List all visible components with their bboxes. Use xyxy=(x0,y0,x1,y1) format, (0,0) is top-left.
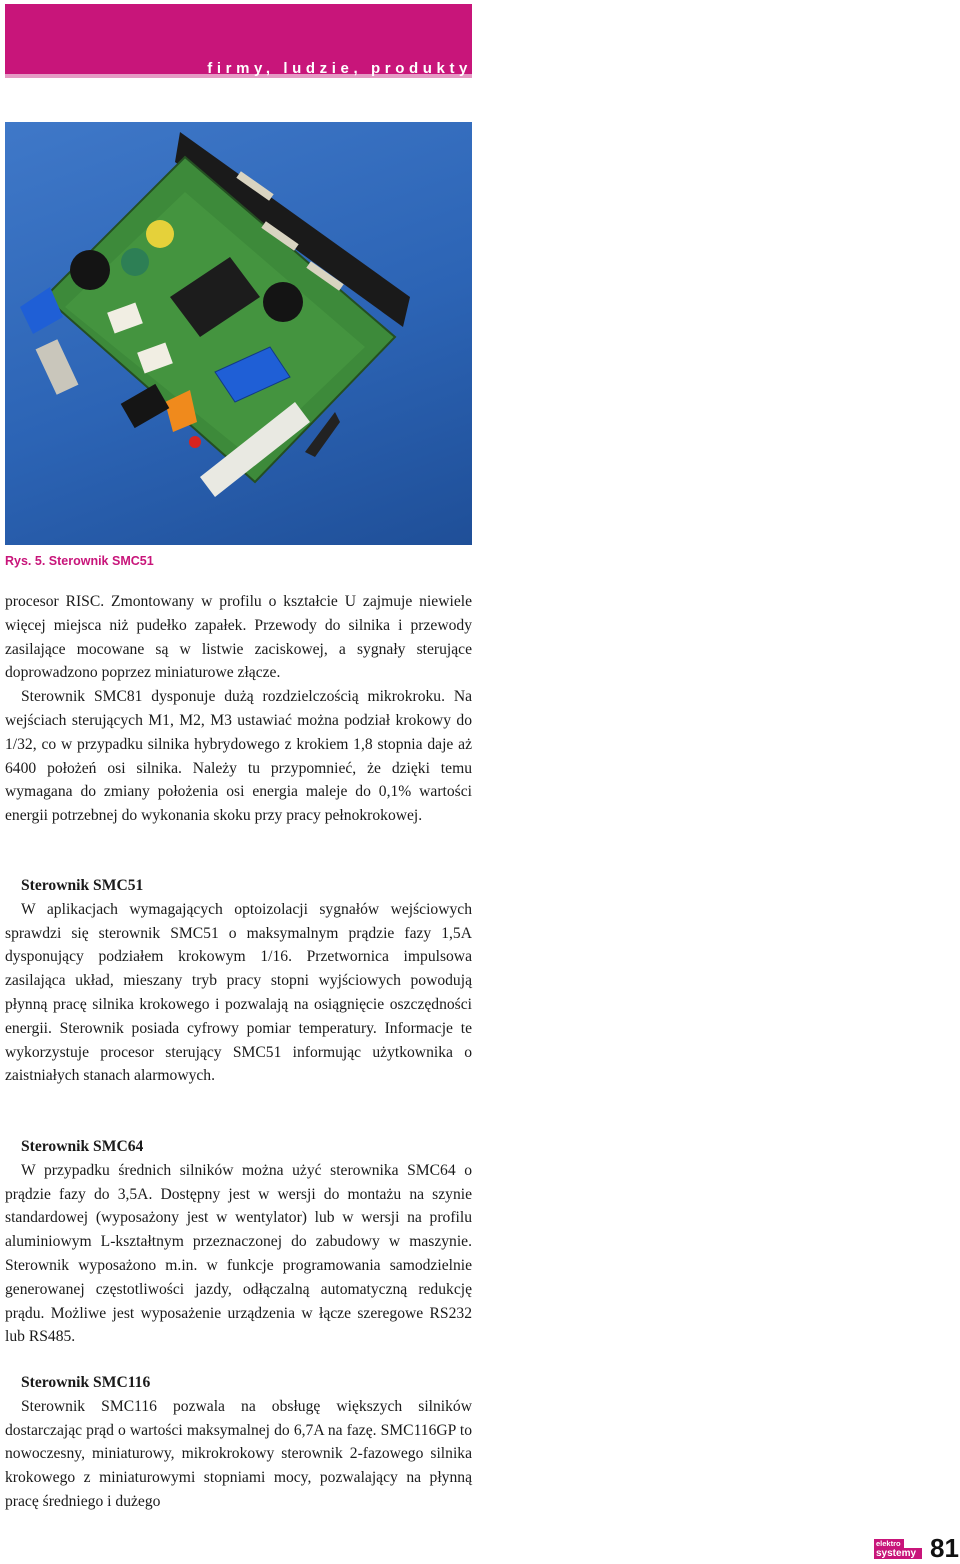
logo-top-text: elektro xyxy=(874,1539,904,1548)
controller-board-illustration xyxy=(5,122,472,545)
section-text-smc64: W przypadku średnich silników można użyć sterownika SMC64 o prądzie fazy do 3,5A. Dostępny jest w wersji do montażu na szynie standardowej (wyposażony jest w wentylator) lub w wersji na profilu aluminiowym L-kształtnym przeznaczonej do zabudowy w maszynie. Sterownik wyposażono m.in. w funkcje programowania samodzielnie generowanej częstotliwości jazdy, odłączalną automatyczną redukcję prądu. Możliwe jest wyposażenie urządzenia w łącze szeregowe RS232 lub RS485. xyxy=(5,1161,472,1346)
intro-text xyxy=(5,590,472,828)
section-smc64 xyxy=(5,1135,472,1349)
section-smc116 xyxy=(5,1371,472,1514)
figure-caption: Rys. 5. Sterownik SMC51 xyxy=(5,554,154,568)
page-number: 81 xyxy=(930,1533,959,1563)
section-title-smc116: Sterownik SMC116 xyxy=(21,1374,151,1391)
section-title-smc51: Sterownik SMC51 xyxy=(21,877,144,894)
intro-paragraph-2: Sterownik SMC81 dysponuje dużą rozdzielczością mikrokroku. Na wejściach sterujących M1, M2, M3 ustawiać można podział krokowy do 1/32, co w przypadku silnika hybrydowego z krokiem 1,8 stopnia daje aż 6400 położeń osi silnika. Należy tu przypomnieć, że dzięki temu wymagana do zmiany położenia osi energia maleje do 0,1% wartości energii potrzebnej do wykonania skoku przy pracy pełnokrokowej. xyxy=(5,688,472,825)
section-header: firmy, ludzie, produkty xyxy=(207,60,472,77)
logo-bottom-text: systemy xyxy=(874,1548,922,1559)
header-band xyxy=(5,4,472,78)
magazine-logo xyxy=(874,1539,922,1559)
section-title-smc64: Sterownik SMC64 xyxy=(21,1138,144,1155)
section-text-smc51: W aplikacjach wymagających optoizolacji sygnałów wejściowych sprawdzi się sterownik SMC51 o maksymalnym prądzie fazy 1,5A dysponujący podziałem krokowym 1/16. Przetwornica impulsowa zasilająca układ, mieszany tryb pracy stopni wyjściowych powodują płynną pracę silnika krokowego i pozwalają na osiągnięcie oszczędności energii. Sterownik posiada cyfrowy pomiar temperatury. Informacje te wykorzystuje procesor sterujący SMC51 informując użytkownika o zaistniałych stanach alarmowych. xyxy=(5,900,472,1085)
section-text-smc116: Sterownik SMC116 pozwala na obsługę większych silników dostarczając prąd o wartości maksymalnej do 6,7A na fazę. SMC116GP to nowoczesny, miniaturowy, mikrokrokowy sterownik 2-fazowego silnika krokowego z miniaturowymi stopniami mocy, pozwalający na płynną pracę średniego i dużego xyxy=(5,1397,472,1510)
section-smc51 xyxy=(5,874,472,1088)
intro-paragraph-1: procesor RISC. Zmontowany w profilu o kształcie U zajmuje niewiele więcej miejsca niż pudełko zapałek. Przewody do silnika i przewody zasilające mocowane są w listwie zaciskowej, a sygnały sterujące doprowadzono poprzez miniaturowe złącze. xyxy=(5,593,472,682)
figure-photo xyxy=(5,122,472,545)
